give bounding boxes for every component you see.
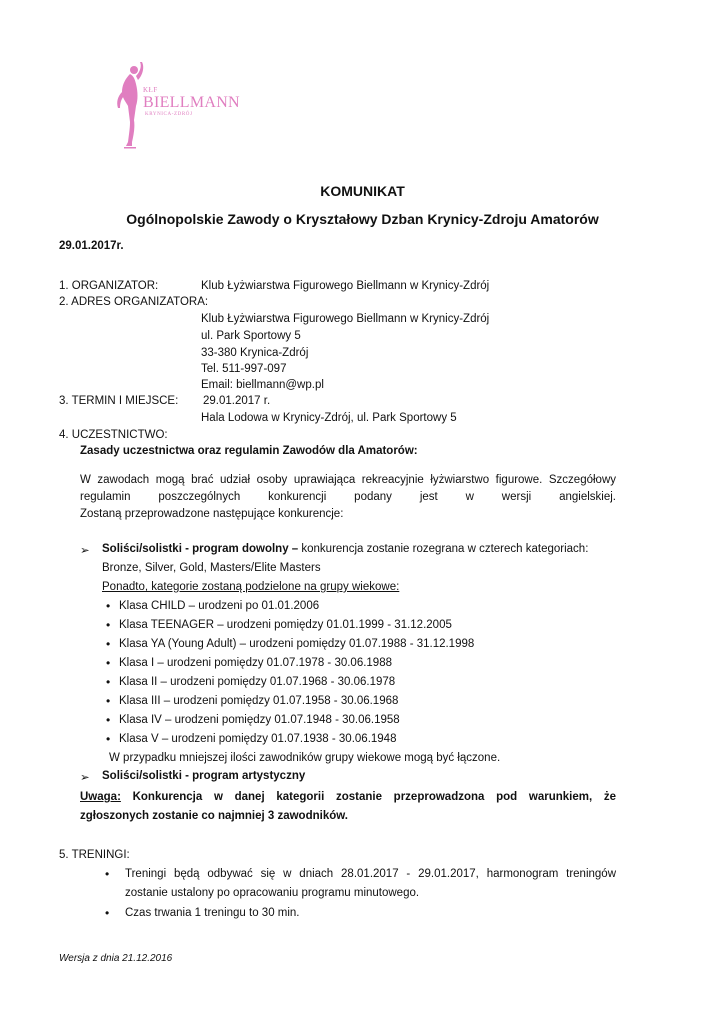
organizer-value: Klub Łyżwiarstwa Figurowego Biellmann w Krynicy-Zdrój (201, 280, 490, 292)
age-group-item: Klasa III – urodzeni pomiędzy 01.07.1958 - 30.06.1968 (119, 695, 399, 707)
page-title: KOMUNIKAT (320, 183, 405, 199)
age-group-item: Klasa IV – urodzeni pomiędzy 01.07.1948 - 30.06.1958 (119, 714, 400, 726)
document-date: 29.01.2017r. (59, 240, 124, 252)
age-group-item: Klasa I – urodzeni pomiędzy 01.07.1978 - 30.06.1988 (119, 657, 392, 669)
age-group-item: Klasa YA (Young Adult) – urodzeni pomiędzy 01.07.1988 - 31.12.1998 (119, 638, 475, 650)
free-program-text: konkurencja zostanie rozegrana w czterech kategoriach: (298, 543, 589, 555)
bullet-icon: • (106, 618, 111, 632)
intro-paragraph-line: regulamin poszczególnych konkurencji podany jest w wersji angielskiej. (80, 491, 616, 503)
organizer-label: 1. ORGANIZATOR: (59, 280, 159, 292)
version-footer: Wersja z dnia 21.12.2016 (59, 953, 173, 964)
address-line: 33-380 Krynica-Zdrój (201, 347, 309, 359)
term-label: 3. TERMIN I MIEJSCE: (59, 395, 179, 407)
training-item: Czas trwania 1 treningu to 30 min. (125, 907, 300, 919)
merge-note: W przypadku mniejszej ilości zawodników grupy wiekowe mogą być łączone. (109, 752, 501, 764)
free-program-line (102, 543, 588, 555)
page-subtitle: Ogólnopolskie Zawody o Kryształowy Dzban Krynicy-Zdroju Amatorów (126, 211, 599, 227)
intro-paragraph-line: Zostaną przeprowadzone następujące konkurencje: (80, 508, 344, 520)
categories-line: Bronze, Silver, Gold, Masters/Elite Masters (102, 562, 321, 574)
free-program-title: Soliści/solistki - program dowolny – (102, 543, 299, 555)
address-label: 2. ADRES ORGANIZATORA: (59, 296, 209, 308)
bullet-icon: • (105, 867, 110, 881)
note-line-2: zgłoszonych zostanie co najmniej 3 zawodników. (80, 810, 348, 822)
training-item-continued: zostanie ustalony po opracowaniu programu minutowego. (125, 887, 420, 899)
bullet-icon: • (106, 675, 111, 689)
bullet-icon: • (106, 713, 111, 727)
bullet-icon: • (106, 599, 111, 613)
training-label: 5. TRENINGI: (59, 849, 130, 861)
artistic-program-title: Soliści/solistki - program artystyczny (102, 770, 306, 782)
address-email: Email: biellmann@wp.pl (201, 379, 324, 391)
note-line (80, 791, 616, 803)
bullet-icon: • (106, 694, 111, 708)
bullet-icon: • (106, 637, 111, 651)
logo-city-text: KRYNICA-ZDRÓJ (145, 112, 193, 117)
note-text: Konkurencja w danej kategorii zostanie przeprowadzona pod warunkiem, że (120, 791, 616, 803)
club-logo (112, 62, 242, 162)
participation-heading: Zasady uczestnictwa oraz regulamin Zawodów dla Amatorów: (80, 445, 418, 457)
age-group-item: Klasa CHILD – urodzeni po 01.01.2006 (119, 600, 320, 612)
logo-name-text: BIELLMANN (143, 94, 240, 111)
training-item: Treningi będą odbywać się w dniach 28.01.2017 - 29.01.2017, harmonogram treningów (125, 868, 616, 880)
bullet-icon: • (106, 732, 111, 746)
age-group-item: Klasa TEENAGER – urodzeni pomiędzy 01.01.1999 - 31.12.2005 (119, 619, 452, 631)
age-group-item: Klasa II – urodzeni pomiędzy 01.07.1968 - 30.06.1978 (119, 676, 396, 688)
intro-paragraph-line: W zawodach mogą brać udział osoby uprawiająca rekreacyjnie łyżwiarstwo figurowe. Szczegółowy (80, 474, 616, 486)
address-line: Tel. 511-997-097 (201, 363, 287, 375)
age-groups-heading: Ponadto, kategorie zostaną podzielone na grupy wiekowe: (102, 581, 400, 593)
note-label: Uwaga: (80, 791, 121, 803)
arrow-bullet-icon: ➢ (80, 772, 90, 784)
bullet-icon: • (106, 656, 111, 670)
term-place: Hala Lodowa w Krynicy-Zdrój, ul. Park Sportowy 5 (201, 412, 457, 424)
participation-label: 4. UCZESTNICTWO: (59, 429, 168, 441)
bullet-icon: • (105, 906, 110, 920)
term-date: 29.01.2017 r. (203, 395, 271, 407)
logo-klf-text: KŁF (143, 86, 158, 94)
address-line: ul. Park Sportowy 5 (201, 330, 301, 342)
arrow-bullet-icon: ➢ (80, 545, 90, 557)
address-line: Klub Łyżwiarstwa Figurowego Biellmann w Krynicy-Zdrój (201, 313, 490, 325)
age-group-item: Klasa V – urodzeni pomiędzy 01.07.1938 - 30.06.1948 (119, 733, 397, 745)
